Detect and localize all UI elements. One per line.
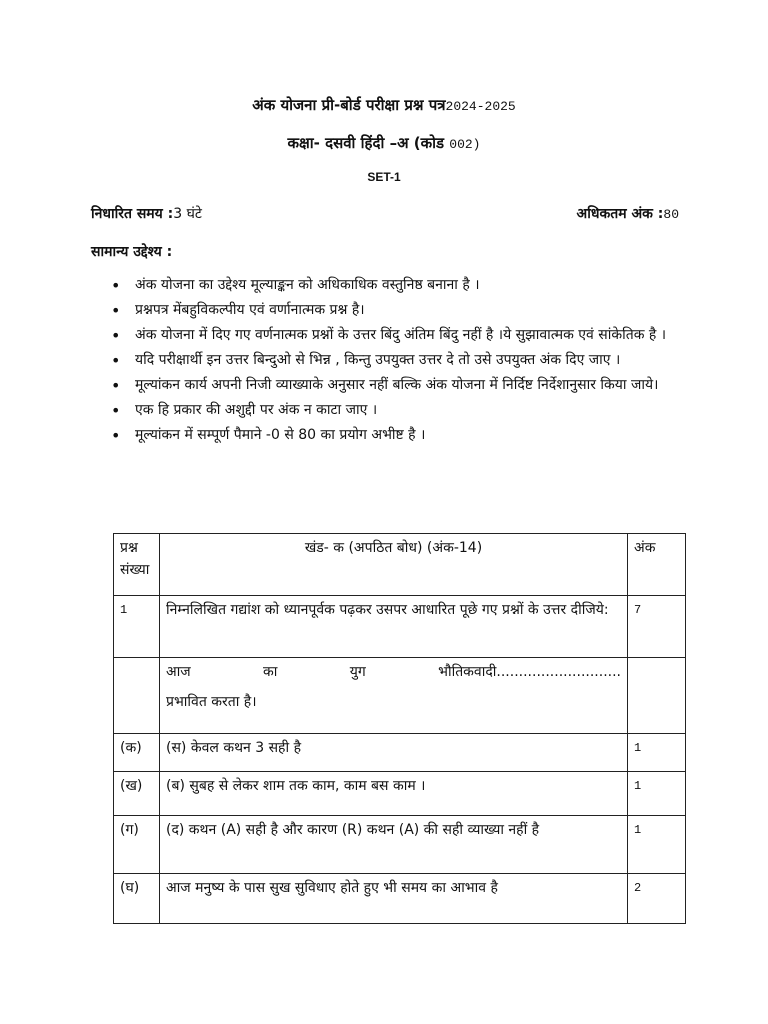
answer-text: (ब) सुबह से लेकर शाम तक काम, काम बस काम । bbox=[160, 772, 628, 816]
header-marks: अंक bbox=[628, 534, 686, 596]
max-marks-label: अधिकतम अंक : bbox=[576, 206, 664, 222]
question-number: 1 bbox=[114, 596, 160, 658]
table-row bbox=[114, 658, 686, 734]
set-label: SET-1 bbox=[367, 170, 401, 184]
marks-value: 1 bbox=[628, 734, 686, 772]
marks-value bbox=[628, 658, 686, 734]
time-label: निधारित समय : bbox=[91, 206, 174, 222]
table-header-row bbox=[114, 534, 686, 596]
list-item: • अंक योजना का उद्देश्य मूल्याङ्कन को अधिकाधिक वस्तुनिष्ठ बनाना है । bbox=[135, 274, 715, 297]
list-item: • अंक योजना में दिए गए वर्णनात्मक प्रश्नों के उत्तर बिंदु अंतिम बिंदु नहीं है ।ये सुझावात्मक एवं सांकेतिक है । bbox=[135, 324, 715, 347]
passage-start: आज का युग भौतिकवादी............................ bbox=[166, 664, 621, 680]
list-item: • एक हि प्रकार की अशुद्दी पर अंक न काटा जाए । bbox=[135, 399, 715, 422]
marks-value: 1 bbox=[628, 816, 686, 874]
marks-value: 7 bbox=[628, 596, 686, 658]
question-number: (ख) bbox=[114, 772, 160, 816]
class-subject-line bbox=[0, 133, 768, 153]
answer-text bbox=[160, 658, 628, 734]
objectives-list bbox=[91, 274, 715, 449]
table-row bbox=[114, 772, 686, 816]
list-item: • मूल्यांकन कार्य अपनी निजी व्याख्याके अनुसार नहीं बल्कि अंक योजना में निर्दिष्ट निर्देशानुसार किया जाये। bbox=[135, 374, 715, 397]
marks-value: 1 bbox=[628, 772, 686, 816]
title-text: अंक योजना प्री-बोर्ड परीक्षा प्रश्न पत्र bbox=[252, 96, 446, 114]
answer-text: निम्नलिखित गद्यांश को ध्यानपूर्वक पढ़कर उसपर आधारित पूछे गए प्रश्नों के उत्तर दीजिये: bbox=[160, 596, 628, 658]
header-question-number: प्रश्न संख्या bbox=[114, 534, 160, 596]
marking-table bbox=[113, 533, 686, 924]
answer-text: आज मनुष्य के पास सुख सुविधाए होते हुए भी समय का आभाव है bbox=[160, 874, 628, 924]
question-number bbox=[114, 658, 160, 734]
passage-end: प्रभावित करता है। bbox=[166, 694, 257, 710]
question-number: (घ) bbox=[114, 874, 160, 924]
subject-code: 002) bbox=[449, 137, 481, 152]
document-title bbox=[0, 95, 768, 115]
time-value: 3 घंटे bbox=[173, 206, 202, 222]
marks-value: 2 bbox=[628, 874, 686, 924]
objectives-heading: सामान्य उद्देश्य : bbox=[91, 244, 173, 260]
max-marks-value: 80 bbox=[663, 207, 679, 222]
title-year: 2024-2025 bbox=[445, 99, 516, 114]
header-section-title: खंड- क (अपठित बोध) (अंक-14) bbox=[160, 534, 628, 596]
answer-text: (द) कथन (A) सही है और कारण (R) कथन (A) की सही व्याख्या नहीं है bbox=[160, 816, 628, 874]
list-item: • यदि परीक्षार्थी इन उत्तर बिन्दुओ से भिन्न , किन्तु उपयुक्त उत्तर दे तो उसे उपयुक्त अंक दिए जाए । bbox=[135, 349, 715, 372]
table-row bbox=[114, 734, 686, 772]
question-number: (ग) bbox=[114, 816, 160, 874]
table-row bbox=[114, 596, 686, 658]
max-marks-info bbox=[577, 204, 679, 223]
list-item: • मूल्यांकन में सम्पूर्ण पैमाने -0 से 80 का प्रयोग अभीष्ट है । bbox=[135, 424, 715, 447]
class-subject-text: कक्षा- दसवी हिंदी –अ (कोड bbox=[287, 134, 450, 152]
table-row bbox=[114, 816, 686, 874]
answer-text: (स) केवल कथन 3 सही है bbox=[160, 734, 628, 772]
table-row bbox=[114, 874, 686, 924]
time-info bbox=[91, 204, 202, 223]
list-item: • प्रश्नपत्र मेंबहुविकल्पीय एवं वर्णानात्मक प्रश्न है। bbox=[135, 299, 715, 322]
question-number: (क) bbox=[114, 734, 160, 772]
